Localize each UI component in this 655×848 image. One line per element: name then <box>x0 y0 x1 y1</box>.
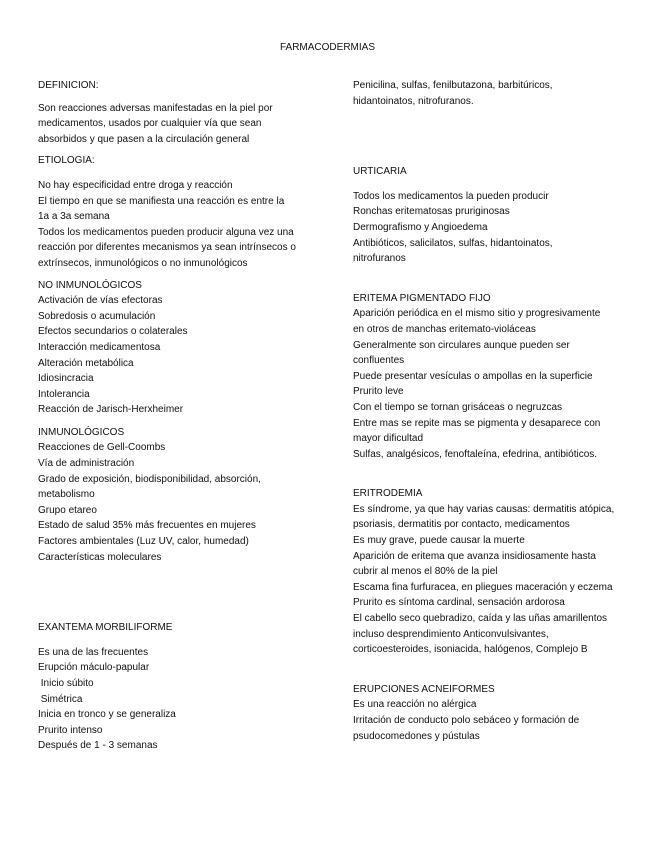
eritema-line: Entre mas se repite mas se pigmenta y desaparece con <box>353 417 601 429</box>
urticaria-line: Ronchas eritematosas pruriginosas <box>353 206 510 218</box>
eritema-line: en otros de manchas eritemato-violáceas <box>353 323 536 335</box>
eritema-line: mayor dificultad <box>353 433 424 445</box>
no-inmunologicos-line: Efectos secundarios o colaterales <box>38 326 188 338</box>
urticaria-line: Todos los medicamentos la pueden producir <box>353 190 549 202</box>
urticaria-heading: URTICARIA <box>353 166 407 178</box>
exantema-line: Después de 1 - 3 semanas <box>38 740 158 752</box>
drug-list-line: hidantoinatos, nitrofuranos. <box>353 95 474 107</box>
etiologia-line: reacción por diferentes mecanismos ya sean intrínsecos o <box>38 242 296 254</box>
definicion-line: Son reacciones adversas manifestadas en la piel por <box>38 102 273 114</box>
etiologia-line: Todos los medicamentos pueden producir alguna vez una <box>38 226 294 238</box>
etiologia-line: 1a a 3a semana <box>38 211 110 223</box>
eritrodemia-line: cubrir al menos el 80% de la piel <box>353 566 498 578</box>
eritema-line: confluentes <box>353 355 405 367</box>
urticaria-line: nitrofuranos <box>353 253 406 265</box>
no-inmunologicos-line: Idiosincracia <box>38 373 94 385</box>
inmunologicos-heading: INMUNOLÓGICOS <box>38 426 125 438</box>
eritrodemia-line: Es muy grave, puede causar la muerte <box>353 535 525 547</box>
no-inmunologicos-line: Alteración metabólica <box>38 357 134 369</box>
eritrodemia-line: corticoesteroides, isoniacida, halógenos, Complejo B <box>353 644 588 656</box>
definicion-line: medicamentos, usados por cualquier vía que sean <box>38 118 262 130</box>
exantema-line: Inicia en tronco y se generaliza <box>38 709 176 721</box>
page-title: FARMACODERMIAS <box>279 42 375 53</box>
eritrodemia-line: Es síndrome, ya que hay varias causas: dermatitis atópica, <box>353 503 615 515</box>
inmunologicos-line: Características moleculares <box>38 551 162 563</box>
left-column <box>38 78 300 754</box>
eritema-line: Prurito leve <box>353 386 404 398</box>
exantema-line: Inicio súbito <box>38 678 94 689</box>
exantema-heading: EXANTEMA MORBILIFORME <box>38 622 173 634</box>
inmunologicos-line: Grado de exposición, biodisponibilidad, absorción, <box>38 473 261 485</box>
right-column <box>353 78 638 744</box>
etiologia-line: No hay especificidad entre droga y reacción <box>38 179 233 191</box>
definicion-heading: DEFINICION: <box>38 80 99 91</box>
eritrodemia-line: Prurito es síntoma cardinal, sensación ardorosa <box>353 597 565 609</box>
inmunologicos-line: Reacciones de Gell-Coombs <box>38 442 166 454</box>
no-inmunologicos-line: Sobredosis o acumulación <box>38 310 156 322</box>
acneiformes-line: psudocomedones y pústulas <box>353 730 480 742</box>
no-inmunologicos-line: Activación de vías efectoras <box>38 295 163 307</box>
etiologia-heading: ETIOLOGIA: <box>38 155 95 167</box>
no-inmunologicos-line: Intolerancia <box>38 388 90 400</box>
eritrodemia-line: Escama fina furfuracea, en pliegues maceración y eczema <box>353 581 613 593</box>
eritema-heading: ERITEMA PIGMENTADO FIJO <box>353 292 491 304</box>
exantema-line: Erupción máculo-papular <box>38 662 150 674</box>
no-inmunologicos-line: Interacción medicamentosa <box>38 341 161 353</box>
eritema-line: Puede presentar vesículas o ampollas en la superficie <box>353 370 593 382</box>
eritrodemia-line: Aparición de eritema que avanza insidiosamente hasta <box>353 550 596 562</box>
acneiformes-heading: ERUPCIONES ACNEIFORMES <box>353 683 495 695</box>
eritema-line: Generalmente son circulares aunque pueden ser <box>353 339 570 351</box>
etiologia-line: extrínsecos, inmunológicos o no inmunológicos <box>38 257 248 269</box>
eritema-line: Sulfas, analgésicos, fenoftaleína, efedrina, antibióticos. <box>353 448 598 460</box>
inmunologicos-line: Estado de salud 35% más frecuentes en mujeres <box>38 520 256 532</box>
no-inmunologicos-heading: NO INMUNOLÓGICOS <box>38 279 142 291</box>
urticaria-line: Antibióticos, salicilatos, sulfas, hidantoinatos, <box>353 237 553 249</box>
etiologia-line: El tiempo en que se manifiesta una reacción es entre la <box>38 195 285 207</box>
inmunologicos-line: metabolismo <box>38 489 95 501</box>
eritrodemia-line: incluso desprendimiento Anticonvulsivantes, <box>353 628 549 640</box>
inmunologicos-line: Grupo etareo <box>38 504 97 516</box>
eritrodemia-heading: ERITRODEMIA <box>353 488 423 500</box>
acneiformes-line: Es una reacción no alérgica <box>353 699 477 711</box>
exantema-line: Simétrica <box>38 693 83 705</box>
urticaria-line: Dermografismo y Angioedema <box>353 221 488 233</box>
eritema-line: Aparición periódica en el mismo sitio y progresivamente <box>353 308 601 320</box>
drug-list-line: Penicilina, sulfas, fenilbutazona, barbitúricos, <box>353 80 553 91</box>
inmunologicos-line: Vía de administración <box>38 458 135 470</box>
definicion-line: absorbidos y que pasen a la circulación general <box>38 133 250 145</box>
eritrodemia-line: psoriasis, dermatitis por contacto, medicamentos <box>353 519 570 531</box>
no-inmunologicos-line: Reacción de Jarisch-Herxheimer <box>38 404 184 416</box>
eritema-line: Con el tiempo se tornan grisáceas o negruzcas <box>353 401 563 413</box>
exantema-line: Es una de las frecuentes <box>38 646 149 658</box>
acneiformes-line: Irritación de conducto polo sebáceo y formación de <box>353 715 580 726</box>
inmunologicos-line: Factores ambientales (Luz UV, calor, humedad) <box>38 536 249 548</box>
exantema-line: Prurito intenso <box>38 724 103 736</box>
eritrodemia-line: El cabello seco quebradizo, caída y las uñas amarillentos <box>353 613 608 625</box>
